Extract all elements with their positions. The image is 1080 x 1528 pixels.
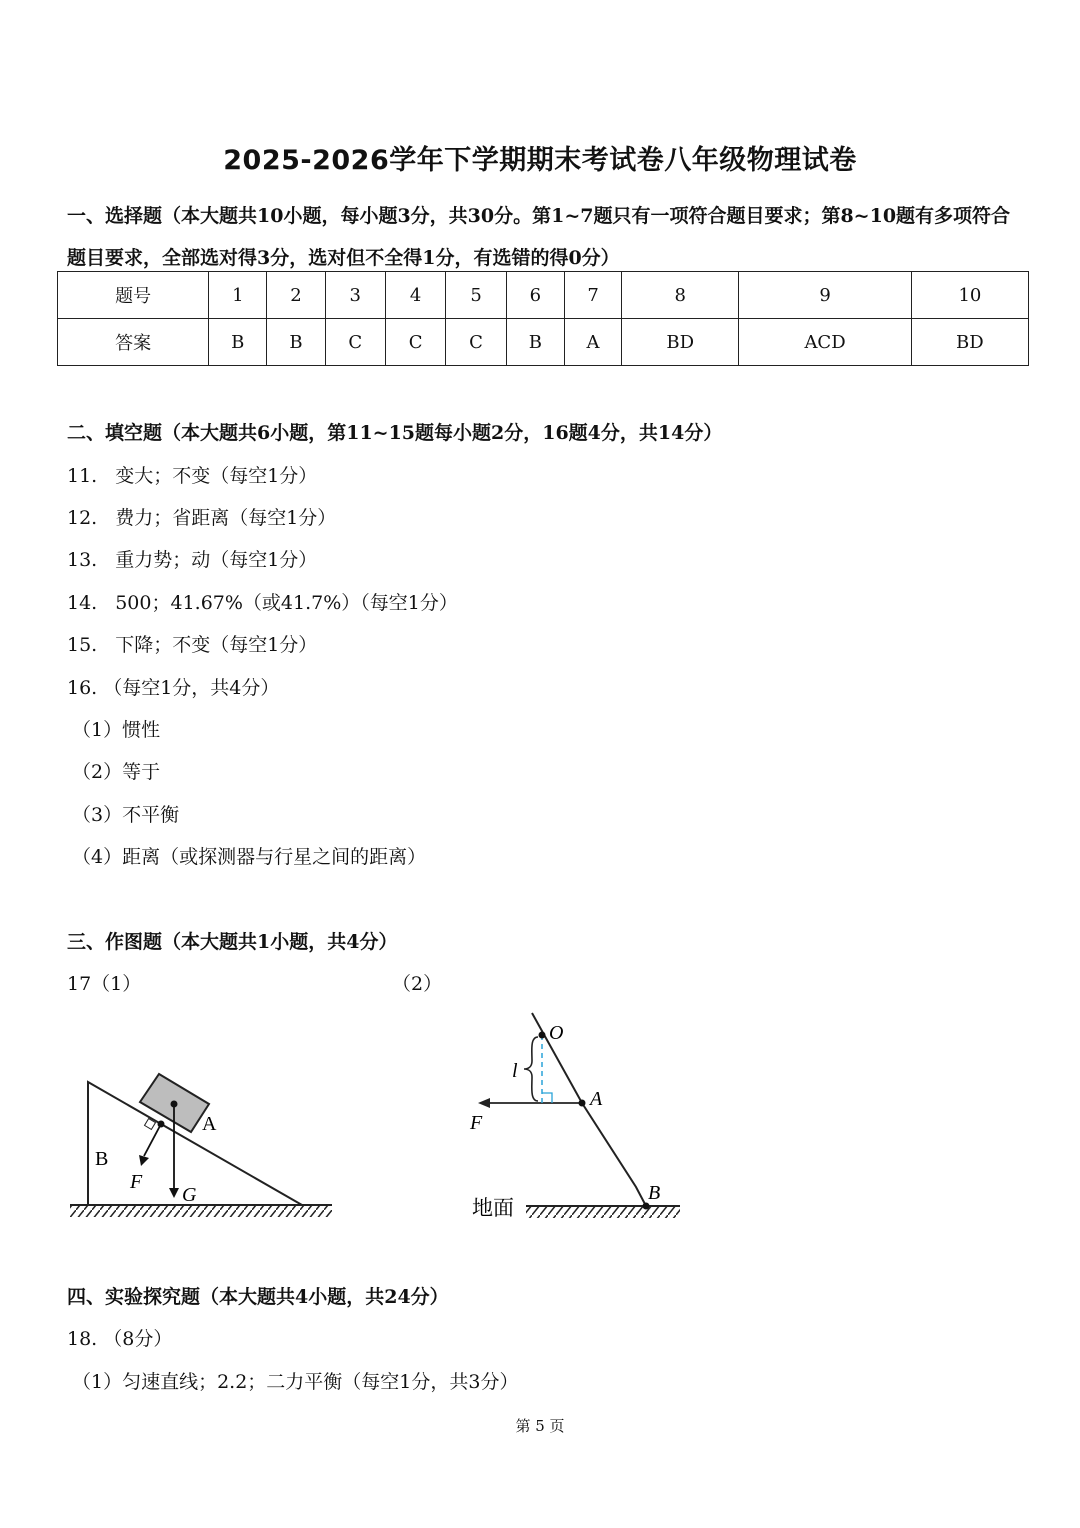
label-a: A (202, 1113, 217, 1135)
section2-heading: 二、填空题（本大题共6小题，第11~15题每小题2分，16题4分，共14分） (67, 422, 723, 444)
point-a-dot (579, 1100, 586, 1107)
q17-label-1: 17（1） (67, 973, 142, 995)
ground-label: 地面 (472, 1196, 514, 1220)
table-cell: ACD (739, 319, 911, 366)
ground-hatch (526, 1206, 680, 1218)
label-f: F (130, 1171, 143, 1193)
table-cell: B (267, 319, 325, 366)
label-o: O (549, 1022, 564, 1044)
table-cell: 10 (911, 272, 1028, 319)
table-cell: 1 (209, 272, 267, 319)
sub-item-4: （4）距离（或探测器与行星之间的距离） (72, 846, 427, 868)
answer-table (57, 271, 1029, 366)
q18-line: 18. （8分） (67, 1328, 173, 1350)
lever-figure (460, 1005, 690, 1225)
incline-figure (60, 1060, 350, 1230)
page-title: 2025-2026学年下学期期末考试卷八年级物理试卷 (223, 145, 857, 176)
answer-line-14: 14. 500；41.67%（或41.7%）（每空1分） (67, 592, 458, 614)
table-cell: BD (622, 319, 739, 366)
table-row (58, 272, 1029, 319)
force-arrowhead (478, 1098, 490, 1108)
answer-line-16: 16. （每空1分，共4分） (67, 677, 280, 699)
label-a: A (590, 1088, 603, 1110)
table-cell: A (564, 319, 621, 366)
answer-line-11: 11. 变大；不变（每空1分） (67, 465, 318, 487)
q18-sub-1: （1）匀速直线；2.2；二力平衡（每空1分，共3分） (72, 1371, 519, 1393)
brace (524, 1037, 538, 1101)
sub-item-2: （2）等于 (72, 761, 161, 783)
section4-heading: 四、实验探究题（本大题共4小题，共24分） (67, 1286, 449, 1308)
label-b: B (95, 1148, 109, 1170)
right-angle-mark (542, 1093, 552, 1103)
answer-line-13: 13. 重力势；动（每空1分） (67, 549, 318, 571)
label-g: G (182, 1184, 197, 1206)
table-cell: 9 (739, 272, 911, 319)
table-cell: 8 (622, 272, 739, 319)
table-cell: 4 (385, 272, 445, 319)
section1-heading: 一、选择题（本大题共10小题，每小题3分，共30分。第1~7题只有一项符合题目要求；第8~10题有多项符合题目要求，全部选对得3分，选对但不全得1分，有选错的得0分） (67, 205, 1011, 269)
row-label-number: 题号 (58, 272, 209, 319)
label-l: l (512, 1060, 518, 1082)
ground-hatch (70, 1205, 332, 1217)
table-cell: 3 (325, 272, 385, 319)
table-cell: BD (911, 319, 1028, 366)
label-b: B (648, 1182, 661, 1204)
table-cell: 6 (506, 272, 564, 319)
section3-heading: 三、作图题（本大题共1小题，共4分） (67, 931, 398, 953)
q17-label-2: （2） (392, 973, 443, 995)
answer-line-15: 15. 下降；不变（每空1分） (67, 634, 318, 656)
sub-item-3: （3）不平衡 (72, 804, 180, 826)
point-o-dot (539, 1032, 546, 1039)
table-row (58, 319, 1029, 366)
table-cell: C (385, 319, 445, 366)
row-label-answer: 答案 (58, 319, 209, 366)
table-cell: B (506, 319, 564, 366)
table-cell: C (446, 319, 506, 366)
label-f: F (470, 1112, 483, 1134)
table-cell: B (209, 319, 267, 366)
table-cell: 7 (564, 272, 621, 319)
answer-line-12: 12. 费力；省距离（每空1分） (67, 507, 337, 529)
table-cell: 2 (267, 272, 325, 319)
table-cell: 5 (446, 272, 506, 319)
table-cell: C (325, 319, 385, 366)
page-footer: 第 5 页 (515, 1417, 565, 1435)
sub-item-1: （1）惯性 (72, 719, 161, 741)
